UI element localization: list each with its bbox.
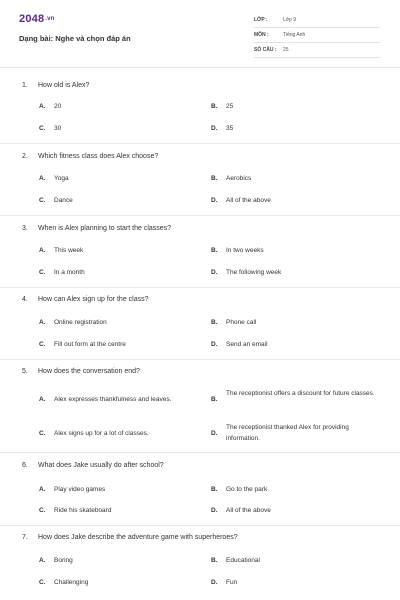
site-logo[interactable]: 2048.vn	[19, 13, 55, 25]
question-divider	[0, 287, 400, 288]
meta-label: MÔN :	[254, 32, 269, 38]
question-2: 2. Which fitness class does Alex choose?	[22, 153, 159, 160]
question-6: 6. What does Jake usually do after school?	[22, 462, 164, 469]
question-divider	[0, 359, 400, 360]
meta-question-count	[254, 43, 380, 58]
meta-value: Lớp 9	[283, 17, 297, 23]
question-4: 4. How can Alex sign up for the class?	[22, 296, 149, 303]
meta-label: LỚP :	[254, 17, 268, 23]
question-3: 3. When is Alex planning to start the classes?	[22, 225, 172, 232]
question-5: 5. How does the conversation end?	[22, 368, 140, 375]
question-divider	[0, 215, 400, 216]
question-1: 1. How old is Alex?	[22, 82, 90, 89]
header-divider	[0, 67, 400, 68]
worksheet-header	[0, 0, 400, 76]
meta-value: 25	[283, 47, 289, 53]
question-7: 7. How does Jake describe the adventure game with superheroes?	[22, 534, 238, 541]
meta-value: Tiếng Anh	[283, 32, 306, 38]
meta-grade	[254, 13, 380, 28]
question-divider	[0, 452, 400, 453]
meta-label: SỐ CÂU :	[254, 47, 277, 53]
question-divider	[0, 143, 400, 144]
meta-subject	[254, 28, 380, 43]
question-divider	[0, 525, 400, 526]
worksheet-title: Dạng bài: Nghe và chọn đáp án	[19, 34, 131, 43]
